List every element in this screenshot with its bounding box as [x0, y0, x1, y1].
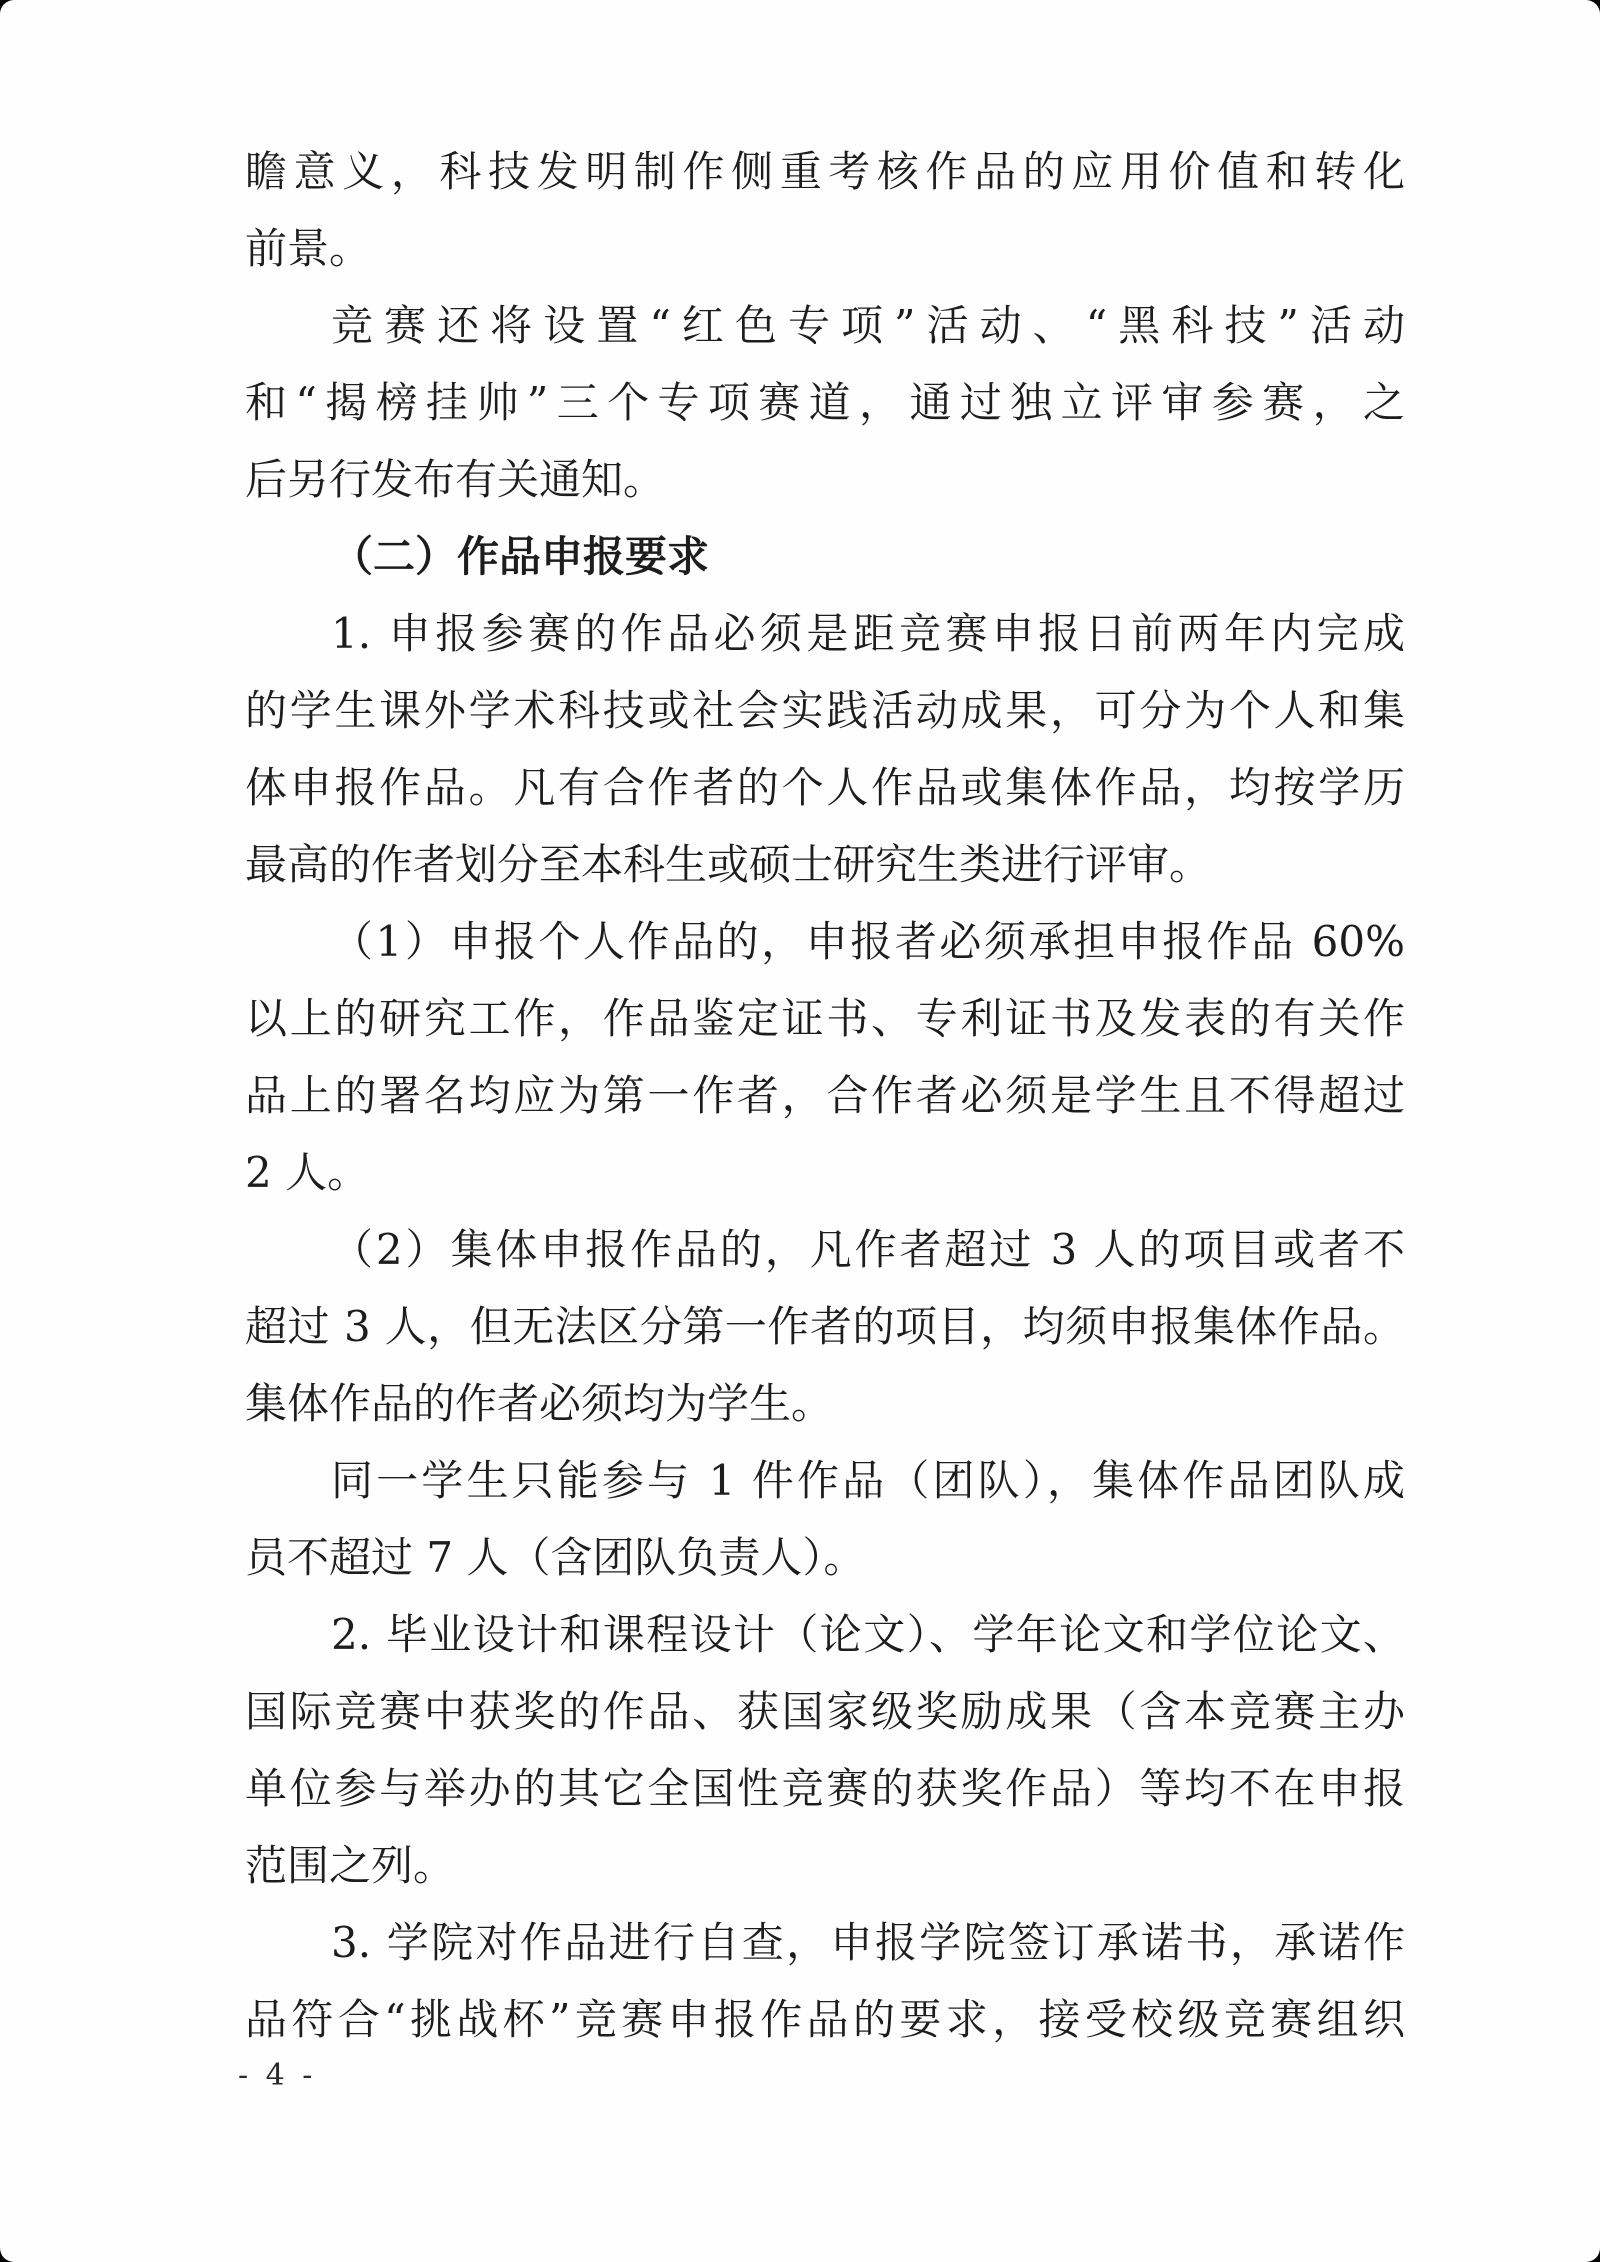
- document-body: [245, 133, 1405, 2058]
- text-line: 后另行发布有关通知。: [245, 455, 666, 504]
- page-number: - 4 -: [238, 2058, 317, 2093]
- text-line: 体申报作品。凡有合作者的个人作品或集体作品，均按学历: [245, 763, 1405, 812]
- text-line: 品符合“挑战杯”竞赛申报作品的要求，接受校级竞赛组织: [245, 1995, 1405, 2044]
- text-line: 超过 3 人，但无法区分第一作者的项目，均须申报集体作品。: [245, 1302, 1405, 1351]
- text-line: （1）申报个人作品的，申报者必须承担申报作品 60%: [331, 917, 1405, 966]
- section-heading: （二）作品申报要求: [331, 532, 710, 581]
- text-line: 员不超过 7 人（含团队负责人）。: [245, 1533, 866, 1582]
- text-line: 瞻意义，科技发明制作侧重考核作品的应用价值和转化: [245, 147, 1405, 196]
- text-line: 范围之列。: [245, 1841, 456, 1890]
- text-line: 单位参与举办的其它全国性竞赛的获奖作品）等均不在申报: [245, 1764, 1405, 1813]
- text-line: 3. 学院对作品进行自查，申报学院签订承诺书，承诺作: [331, 1918, 1405, 1967]
- text-line: 前景。: [245, 224, 372, 273]
- text-line: 品上的署名均应为第一作者，合作者必须是学生且不得超过: [245, 1071, 1405, 1120]
- text-line: 2. 毕业设计和课程设计（论文）、学年论文和学位论文、: [331, 1610, 1405, 1659]
- text-line: 和“揭榜挂帅”三个专项赛道，通过独立评审参赛，之: [245, 378, 1405, 427]
- text-line: 同一学生只能参与 1 件作品（团队），集体作品团队成: [331, 1456, 1405, 1505]
- text-line: 竞赛还将设置“红色专项”活动、“黑科技”活动: [331, 301, 1405, 350]
- text-line: 1. 申报参赛的作品必须是距竞赛申报日前两年内完成: [331, 609, 1405, 658]
- text-line: 集体作品的作者必须均为学生。: [245, 1379, 834, 1428]
- text-line: 的学生课外学术科技或社会实践活动成果，可分为个人和集: [245, 686, 1405, 735]
- text-line: 2 人。: [245, 1148, 370, 1197]
- text-line: 以上的研究工作，作品鉴定证书、专利证书及发表的有关作: [245, 994, 1405, 1043]
- text-line: 最高的作者划分至本科生或硕士研究生类进行评审。: [245, 840, 1212, 889]
- text-line: （2）集体申报作品的，凡作者超过 3 人的项目或者不: [331, 1225, 1405, 1274]
- text-line: 国际竞赛中获奖的作品、获国家级奖励成果（含本竞赛主办: [245, 1687, 1405, 1736]
